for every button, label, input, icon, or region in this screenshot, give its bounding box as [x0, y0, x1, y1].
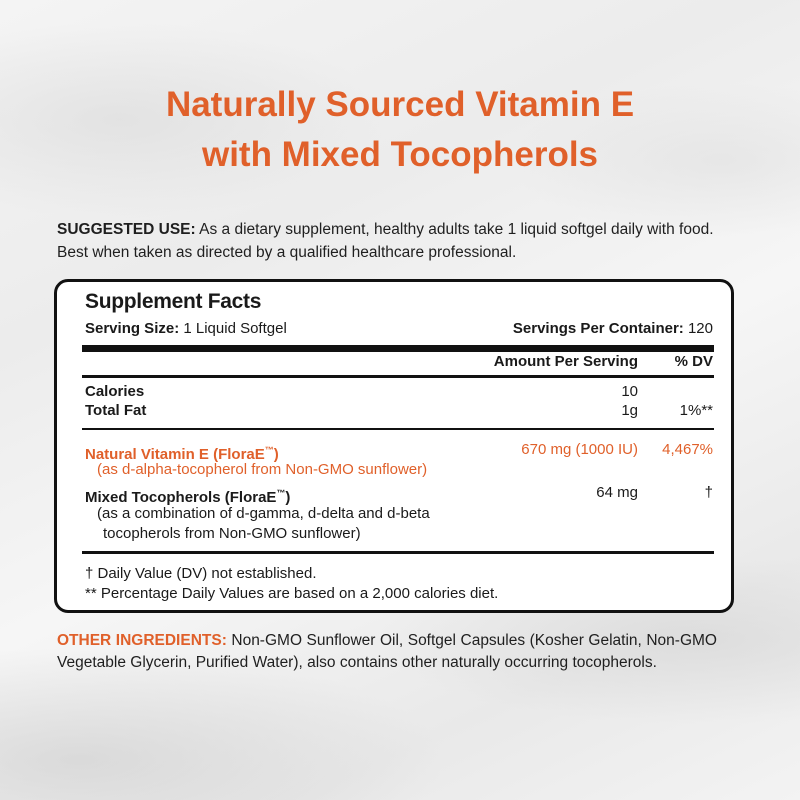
mixed-tocopherols-dv: †: [704, 484, 713, 501]
title-line-2: with Mixed Tocopherols: [201, 135, 599, 174]
facts-heading: Supplement Facts: [85, 290, 262, 313]
nutrient-dv: 1%**: [679, 402, 713, 419]
serving-size-value: 1 Liquid Softgel: [179, 320, 287, 337]
other-ingredients: [57, 630, 717, 673]
col-dv-header: % DV: [674, 353, 713, 370]
title-line-1: Naturally Sourced Vitamin E: [165, 85, 635, 124]
servings-value: 120: [683, 320, 713, 337]
supplement-facts-panel: [54, 279, 734, 613]
nutrient-row-calories: [85, 382, 713, 402]
thick-divider-top: [82, 345, 714, 352]
other-ingredients-text: Non-GMO Sunflower Oil, Softgel Capsules (Kosher Gelatin, Non-GMO Vegetable Glycerin, Purified Water), also contains other naturally occurring tocopherols.: [57, 632, 717, 671]
mixed-name-text: Mixed Tocopherols (FloraE: [85, 489, 277, 506]
vitamin-e-name-text: Natural Vitamin E (FloraE: [85, 446, 265, 463]
servings-per-container: [513, 319, 713, 339]
suggested-use: [57, 218, 727, 264]
col-amount-header: Amount Per Serving: [493, 353, 638, 370]
serving-size-label: Serving Size:: [85, 320, 180, 337]
nutrient-amount: 1g: [621, 402, 638, 419]
mixed-tocopherols-amount: 64 mg: [596, 484, 638, 501]
vitamin-e-dv: 4,467%: [662, 441, 713, 458]
mixed-subtext-2: tocopherols from Non-GMO sunflower): [103, 525, 361, 542]
servings-label: Servings Per Container:: [512, 320, 684, 337]
vitamin-e-subtext: (as d-alpha-tocopherol from Non-GMO sunflower): [97, 461, 428, 478]
nutrient-row-total-fat: [85, 401, 713, 421]
divider-bottom: [82, 551, 714, 554]
divider-header: [82, 375, 714, 378]
nutrient-name: Total Fat: [85, 402, 147, 419]
suggested-use-label: SUGGESTED USE:: [57, 221, 196, 238]
trademark: ™: [276, 488, 286, 498]
page-title: [0, 80, 800, 180]
nutrient-name: Calories: [85, 383, 145, 400]
vitamin-e-amount: 670 mg (1000 IU): [521, 441, 638, 458]
footnote-percentage: ** Percentage Daily Values are based on a 2,000 calories diet.: [85, 585, 499, 602]
nutrient-amount: 10: [621, 383, 638, 400]
other-ingredients-label: OTHER INGREDIENTS:: [57, 632, 227, 649]
vitamin-e-name-close: ): [273, 446, 279, 463]
trademark: ™: [264, 445, 274, 455]
mixed-name-close: ): [285, 489, 291, 506]
serving-row: [85, 319, 713, 339]
suggested-use-text: As a dietary supplement, healthy adults take 1 liquid softgel daily with food. Best when taken as directed by a qualified healthcare professional.: [57, 221, 714, 261]
mixed-subtext-1: (as a combination of d-gamma, d-delta and d-beta: [97, 505, 430, 522]
divider-middle: [82, 428, 714, 430]
footnote-dv: † Daily Value (DV) not established.: [85, 565, 317, 582]
